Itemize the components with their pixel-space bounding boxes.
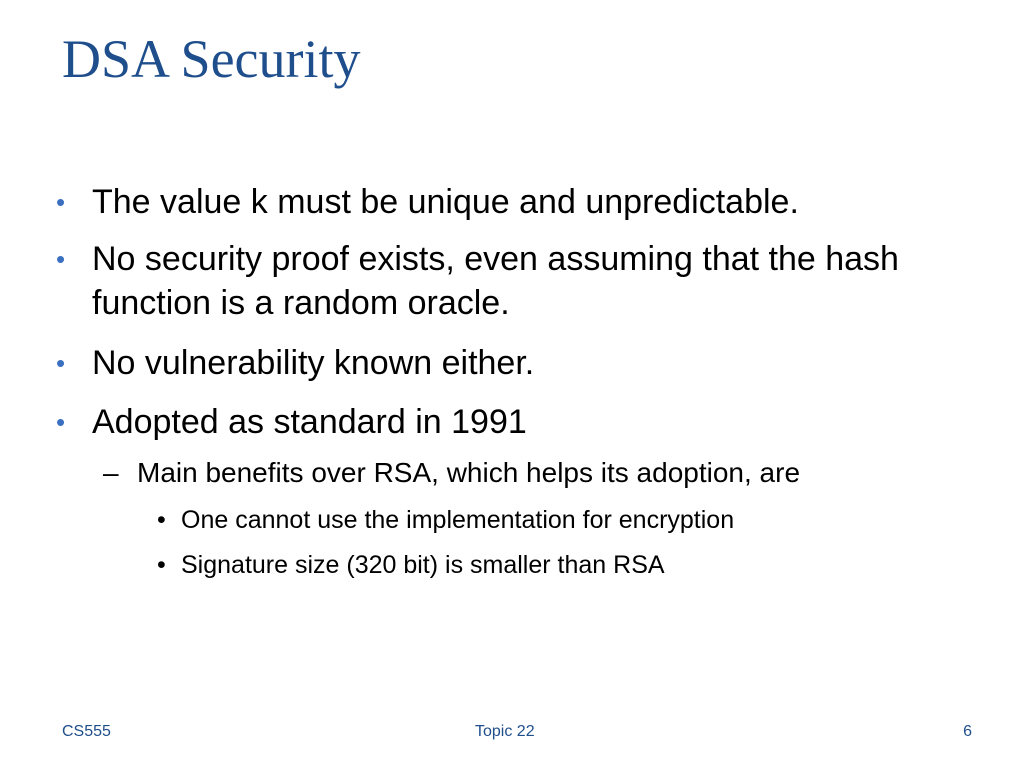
- sub-sub-bullet-text: One cannot use the implementation for encryption: [181, 506, 735, 534]
- bullet-text: No security proof exists, even assuming that the hash function is a random oracle.: [92, 240, 899, 322]
- bullet-marker: •: [157, 506, 166, 534]
- footer-course: CS555: [62, 723, 111, 740]
- bullet-item-3: [56, 341, 972, 385]
- bullet-item-2: [56, 237, 972, 325]
- bullet-text: The value k must be unique and unpredictable.: [92, 183, 799, 221]
- footer-page-number: 6: [963, 723, 972, 740]
- bullet-marker: •: [56, 407, 66, 437]
- sub-sub-bullet-item-1: [157, 504, 981, 536]
- sub-bullet-item: [103, 455, 987, 491]
- bullet-marker: •: [56, 187, 66, 217]
- slide-title: DSA Security: [62, 29, 361, 89]
- sub-sub-bullet-text: Signature size (320 bit) is smaller than RSA: [181, 551, 665, 579]
- bullet-text: Adopted as standard in 1991: [92, 403, 527, 441]
- footer-topic: Topic 22: [475, 723, 535, 740]
- bullet-marker: •: [56, 348, 66, 378]
- sub-sub-bullet-item-2: [157, 549, 981, 581]
- bullet-marker: •: [157, 551, 166, 579]
- bullet-text: No vulnerability known either.: [92, 344, 535, 382]
- sub-bullet-text: Main benefits over RSA, which helps its adoption, are: [137, 457, 801, 488]
- bullet-marker: •: [56, 244, 66, 274]
- dash-marker: –: [103, 457, 119, 488]
- bullet-item-1: [56, 180, 972, 224]
- bullet-item-4: [56, 400, 972, 444]
